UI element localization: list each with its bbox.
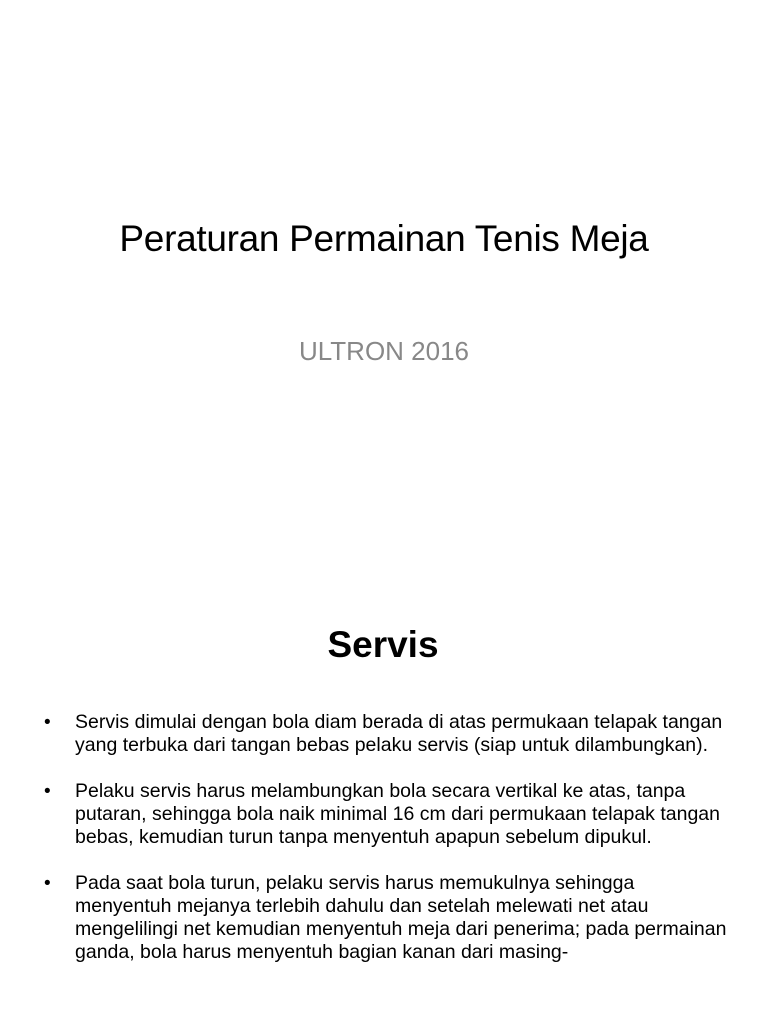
slide-subtitle: ULTRON 2016: [298, 336, 470, 366]
bullet-text: Pelaku servis harus melambungkan bola secara vertikal ke atas, tanpa putaran, sehingga bola naik minimal 16 cm dari permukaan telapak tangan bebas, kemudian turun tanpa menyentuh apapun sebelum dipukul.: [75, 780, 720, 848]
bullet-list: [44, 711, 734, 987]
bullet-text: Servis dimulai dengan bola diam berada di atas permukaan telapak tangan yang terbuka dari tangan bebas pelaku servis (siap untuk dilambungkan).: [75, 711, 723, 756]
list-item: [44, 711, 734, 757]
bullet-icon: •: [44, 712, 51, 733]
bullet-icon: •: [44, 781, 51, 802]
list-item: [44, 872, 734, 964]
section-heading: Servis: [327, 624, 439, 665]
bullet-icon: •: [44, 873, 51, 894]
slide-title: Peraturan Permainan Tenis Meja: [119, 218, 649, 259]
bullet-text: Pada saat bola turun, pelaku servis harus memukulnya sehingga menyentuh mejanya terlebih dahulu dan setelah melewati net atau mengelilingi net kemudian menyentuh meja dari penerima; pada permainan ganda, bola harus menyentuh bagian kanan dari masing-: [75, 872, 727, 963]
list-item: [44, 780, 734, 849]
content-slide: [0, 576, 768, 1024]
